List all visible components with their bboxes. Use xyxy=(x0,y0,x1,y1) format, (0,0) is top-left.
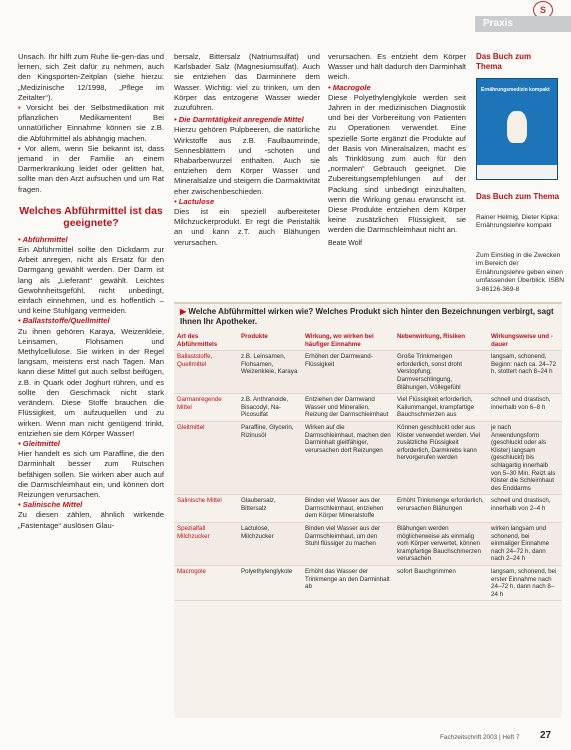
table-row xyxy=(174,495,562,523)
table-cell: Viel Flüssigkeit erforderlich, Kaliummangel, krampfartige Bauchschmerzen aus xyxy=(394,394,488,422)
col1-text-2: Zu ihnen gehören Karaya, Weizenkleie, Leinsamen, Flohsamen und Methylcellulose. Sie wirken in der Regel langsam, meistens erst nach Tagen. Man kann diese Mittel gut auch selbst beifügen, z.B. in Quark oder Joghurt rühren, und es sollte den Geschmack nicht stark verändern. Diese Stoffe brauchen die Flüssigkeit, um aufzuquellen und zu wirken. Wenn man nicht genügend trinkt, entziehen sie dem Körper Wasser! xyxy=(18,326,164,438)
column-2 xyxy=(174,52,320,248)
book-cover-figure xyxy=(507,111,527,143)
subheading-darmanregend: • Die Darmtätigkeit anregende Mittel xyxy=(174,115,304,125)
table-header-cell: Wirkung, wo wirken bei häufiger Einnahme xyxy=(302,331,394,351)
table-title xyxy=(174,304,562,331)
col1-text-4: Zu diesen zählen, ähnlich wirkende „Fastentage“ auslösen Glau- xyxy=(18,510,164,530)
table-cell: Binden viel Wasser aus der Darmschleimhaut, entziehen dem Körper Mineralstoffe xyxy=(302,495,394,523)
col1-text-3: Hier handelt es sich um Paraffine, die den Darminhalt besser zum Rutschen befähigen sollen. Sie wirken aber auch auf die Darmschleimhaut ein, und können dort Reizungen verursachen. xyxy=(18,449,164,499)
subheading-ballaststoffe: • Ballaststoffe/Quellmittel xyxy=(18,316,110,326)
table-title-text: Welche Abführmittel wirken wie? Welches Produkt sich hinter den Bezeichnungen verbirgt, sagt Ihnen Ihr Apotheker. xyxy=(180,307,554,326)
table-cell: z.B. Anthranoide, Bisacodyl, Na-Picosulfat xyxy=(238,394,302,422)
subheading-gleitmittel: • Gleitmittel xyxy=(18,438,60,448)
table-cell: sofort Bauchgrimmen xyxy=(394,566,488,601)
table-row xyxy=(174,394,562,422)
col1-bullet-1 xyxy=(18,103,164,144)
table-cell: Spezialfall Milchzucker xyxy=(174,523,238,566)
table-cell: langsam, schonend, Beginn: nach ca. 24–72 h, stottert nach 8–24 h xyxy=(488,351,562,394)
section-heading: Welches Abführmittel ist das geeignete? xyxy=(19,204,163,229)
table-cell: Paraffine, Glycerin, Rizinusöl xyxy=(238,421,302,494)
table-cell: Wirken auf die Darmschleimhaut, machen den Darminhalt gleitfähiger, verursachen dort Reizungen xyxy=(302,421,394,494)
col2-text-1: Hierzu gehören Pulpbeeren, die natürliche Wirkstoffe aus z.B. Faulbaumrinde, Sennesblättern und -schoten und Rhabarberwurzel enthalten. Auch sie entziehen dem Körper Wasser und Mineralsalze und steigern die Darmaktivität eher zwischenbeschieden. xyxy=(174,125,320,196)
table-cell: Erhöhen der Darmwand-Flüssigkeit xyxy=(302,351,394,394)
sidebar-heading: Das Buch zum Thema xyxy=(476,52,532,71)
book-cover-title: Ernährungsmedizin kompakt xyxy=(481,87,550,93)
subheading-macrogole: • Macrogole xyxy=(328,82,371,92)
col1-text-1: Ein Abführmittel sollte den Dickdarm zur Arbeit anregen, nicht als Ersatz für den Darmgang gewählt werden. Der Darm ist lang als „Lieferant“ gewählt. Leichtes Gewohnheitsgefühl, nicht unbedingt, einfach einnehmen, und es hoffentlich – und keine Stuhlgang vermeiden. xyxy=(18,245,164,316)
table-cell: Erhöht Trinkmenge erforderlich, verursachen Blähungen xyxy=(394,495,488,523)
table-row xyxy=(174,523,562,566)
col3-text-0: verursachen. Es entzieht dem Körper Wasser und hält dadurch den Darminhalt weich. xyxy=(328,52,466,82)
col1-paragraph: Unsach. Ihr hilft zum Ruhe lie-gen-das und lernen, sich Zeit dafür zu nehmen, auch den Kingsporten-Zeitplan (siehe hierzu: „Medizinische 12/1998, „Pflege im Zeitalter“). xyxy=(18,52,164,102)
book-description: Zum Einstieg in die Zwecken im Bereich der Ernährungslehre geben einen umfassenden Überblick. ISBN 3-86126-369-8 xyxy=(476,252,564,293)
col3-text-1: Diese Polyethylenglykole werden seit Jahren in der medizinischen Diagnostik und bei der Vorbereitung von Patienten zu Operationen verwendet. Eine spezielle Sorte ergänzt die Produkte auf der Basis von Mineralsalzen, macht es als Trinklösung zum auch für den „normalen“ Gebrauch geeignet. Die Zubereitungsempfehlungen auf der Packung sind unbedingt einzuhalten, wenn die Wirkung genau erwünscht ist. Diese Produkte entziehen dem Körper keine zusätzlichen Flüssigkeit, sie werden die Darmschleimhaut nicht an. xyxy=(328,92,466,235)
table-header-cell: Nebenwirkung, Risiken xyxy=(394,331,488,351)
table-header-cell: Wirkungsweise und -dauer xyxy=(488,331,562,351)
column-3 xyxy=(328,52,466,249)
book-heading: Das Buch zum Thema xyxy=(476,192,560,201)
table-cell: Polyethylenglykole xyxy=(238,566,302,601)
bullet-text: Vor allem, wenn Sie bekannt ist, dass jemand in der Familie an einem Darmerkrankung leidet oder gelitten hat, sollte man den Arzt aufsuchen und um Rat fragen. xyxy=(18,143,164,194)
table-cell: je nach Anwendungsform (geschluckt oder als Klister) langsam (geschluckt) bis schlagartig innerhalb von 5–30 Min. Reizt als Klister die Schleimhaut des Enddarms xyxy=(488,421,562,494)
table-box xyxy=(174,302,562,718)
table-header-cell: Produkte xyxy=(238,331,302,351)
table-row xyxy=(174,421,562,494)
table-cell: schnell und drastisch, innerhalb von 2–4 h xyxy=(488,495,562,523)
table-cell: Salinische Mittel xyxy=(174,495,238,523)
bullet-marker: • xyxy=(18,143,25,153)
col2-text-0: bersalz, Bittersalz (Natriumsulfat) und Karlsbader Salz (Magnesiumsulfat). Auch sie entziehen das Darminnere dem Wasser. Wichtig: viel zu trinken, um den Körper das entzogene Wasser wieder zuzuführen. xyxy=(174,52,320,113)
table-cell: schnell und drastisch, innerhalb von 6–8 h xyxy=(488,394,562,422)
col2-text-2: Dies ist ein speziell aufbereiteter Milchzuckerprodukt. Er regt die Peristaltik an und kann z.T. auch Blähungen verursachen. xyxy=(174,207,320,247)
subheading-salinische: • Salinische Mittel xyxy=(18,500,83,510)
table-cell: Lactulose, Milchzucker xyxy=(238,523,302,566)
table-cell: Große Trinkmengen erforderlich, sonst droht Verstopfung; Darmverschlingung, Blähungen, Völlegefühl xyxy=(394,351,488,394)
book-cover-strip xyxy=(477,165,557,179)
column-1 xyxy=(18,52,164,531)
bullet-text: Vorsicht bei der Selbstmedikation mit pflanzlichen Medikamenten! Bei unnatürlicher Einnahme können sie z.B. die Abführmittel als abhängig machen. xyxy=(18,103,164,143)
publication-logo: S xyxy=(533,1,553,19)
table-cell: Entziehen der Darmwand Wasser und Mineralien, Reizung der Darmschleimhaut xyxy=(302,394,394,422)
author-name: Beate Wolf xyxy=(328,239,363,247)
table-header-row xyxy=(174,331,562,351)
book-authors: Rainer Helmig, Dieter Kipka: Ernährungslehre kompakt xyxy=(476,214,560,230)
table-cell: Ballaststoffe, Quellmittel xyxy=(174,351,238,394)
subheading-lactulose: • Lactulose xyxy=(174,196,215,206)
col1-bullet-2 xyxy=(18,144,164,195)
table-row xyxy=(174,351,562,394)
table-cell: wirken langsam und schonend, bei einmaliger Einnahme nach 24–72 h, dann nach 2–24 h xyxy=(488,523,562,566)
table-cell: Können geschluckt oder aus Klister verwendet werden. Viel zusätzliche Flüssigkeit erforderlich, Darmkrebs kann hervorgerufen werden xyxy=(394,421,488,494)
section-tab: Praxis xyxy=(475,16,571,32)
comparison-table xyxy=(174,331,562,601)
bullet-marker: • xyxy=(18,103,27,113)
table-header-cell: Art des Abführmittels xyxy=(174,331,238,351)
footer-source: Fachzeitschrift 2003 | Heft 7 xyxy=(440,734,520,741)
table-cell: Erhöht das Wasser der Trinkmenge an den Darminhalt ab xyxy=(302,566,394,601)
table-cell: Macrogole xyxy=(174,566,238,601)
table-cell: Gleitmittel xyxy=(174,421,238,494)
table-cell: Blähungen werden möglicherweise als einmalig vom Körper verwertet, können krampfartige Bauchschmerzen verursachen xyxy=(394,523,488,566)
table-cell: Binden viel Wasser aus der Darmschleimhaut, um den Stuhl flüssiger zu machen xyxy=(302,523,394,566)
table-row xyxy=(174,566,562,601)
table-cell: z.B. Leinsamen, Flohsamen, Weizenkleie, Karaya xyxy=(238,351,302,394)
book-cover xyxy=(476,78,558,180)
table-cell: Glaubersalz, Bittersalz xyxy=(238,495,302,523)
page-number: 27 xyxy=(540,730,552,741)
table-title-marker: ▶ xyxy=(180,307,189,316)
subheading-abfuehrmittel: • Abführmittel xyxy=(18,234,68,244)
table-cell: langsam, schonend, bei erster Einnahme nach 24–72 h, dann nach 8–24 h xyxy=(488,566,562,601)
table-cell: Darmanregende Mittel xyxy=(174,394,238,422)
